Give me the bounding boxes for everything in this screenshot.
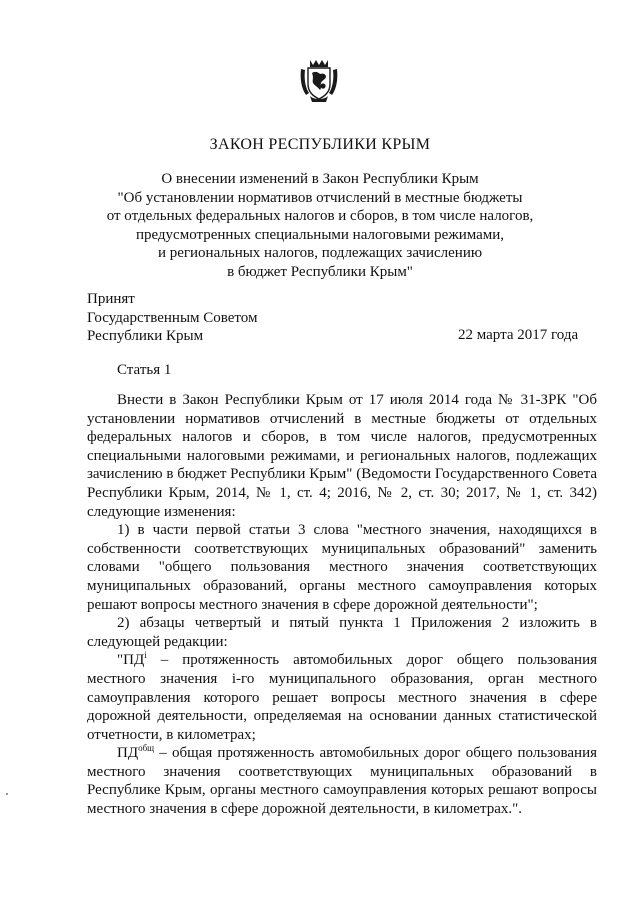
- adopted-line: Республики Крым: [87, 328, 204, 344]
- subtitle-line: О внесении изменений в Закон Республики Крым: [161, 171, 479, 187]
- subtitle-line: и региональных налогов, подлежащих зачислению: [157, 245, 483, 262]
- subtitle-line: в бюджет Республики Крым": [227, 263, 413, 280]
- subtitle-line: от отдельных федеральных налогов и сборов, в том числе налогов,: [106, 208, 534, 225]
- article-intro-paragraph: Внести в Закон Республики Крым от 17 июля 2014 года № 31-ЗРК "Об установлении нормативов отчислений в местные бюджеты от отдельных федеральных налогов и сборов, в том числе налогов, предусмотренных специальными налоговыми режимами, и региональных налогов, подлежащих зачислению в бюджет Республики Крым" (Ведомости Государственного Совета Республики Крым, 2014, № 1, ст. 4; 2016, № 2, ст. 30; 2017, № 1, ст. 342) следующие изменения:: [87, 392, 597, 520]
- formula-superscript: общ: [138, 743, 155, 754]
- definition-text: – общая протяженность автомобильных дорог общего пользования местного значения соответствующих муниципальных образований в Республике Крым, органы местного самоуправления которых решают вопросы местного значения в сфере дорожной деятельности, в километрах.".: [87, 745, 597, 818]
- open-quote: ": [117, 652, 124, 669]
- subtitle-line: "Об установлении нормативов отчислений в местные бюджеты: [117, 189, 523, 206]
- amendment-item-1: 1) в части первой статьи 3 слова "местного значения, находящихся в собственности соответствующих муниципальных образований" заменить словами "общего пользования местного значения соответствующих муниципальных образований, органы местного самоуправления которых решают вопросы местного значения в сфере дорожной деятельности";: [87, 522, 597, 613]
- law-title: ЗАКОН РЕСПУБЛИКИ КРЫМ: [209, 136, 431, 153]
- adopted-line: Принят: [87, 291, 135, 307]
- formula-superscript: i: [144, 650, 147, 661]
- definition-pd-total: [87, 744, 597, 818]
- adopted-line: Государственным Советом: [87, 309, 258, 326]
- law-subtitle: [0, 170, 640, 282]
- formula-symbol: ПД: [117, 745, 139, 762]
- formula-symbol: ПД: [123, 652, 145, 669]
- margin-mark: [6, 793, 8, 795]
- adoption-date: 22 марта 2017 года: [458, 327, 579, 343]
- definition-text: – протяженность автомобильных дорог общего пользования местного значения i-го муниципального образования, орган местного самоуправления которого решает вопросы местного значения в сфере дорожной деятельности, определяемая на основании данных статистической отчетности, в километрах;: [87, 652, 597, 743]
- article-body: [87, 391, 597, 819]
- adopted-block: [87, 290, 258, 346]
- subtitle-line: предусмотренных специальными налоговыми режимами,: [135, 226, 505, 243]
- amendment-item-2: 2) абзацы четвертый и пятый пункта 1 Приложения 2 изложить в следующей редакции:: [87, 615, 597, 650]
- article-heading: Статья 1: [117, 362, 172, 378]
- definition-pd-i: [87, 651, 597, 744]
- crimea-coat-of-arms-icon: [299, 56, 339, 104]
